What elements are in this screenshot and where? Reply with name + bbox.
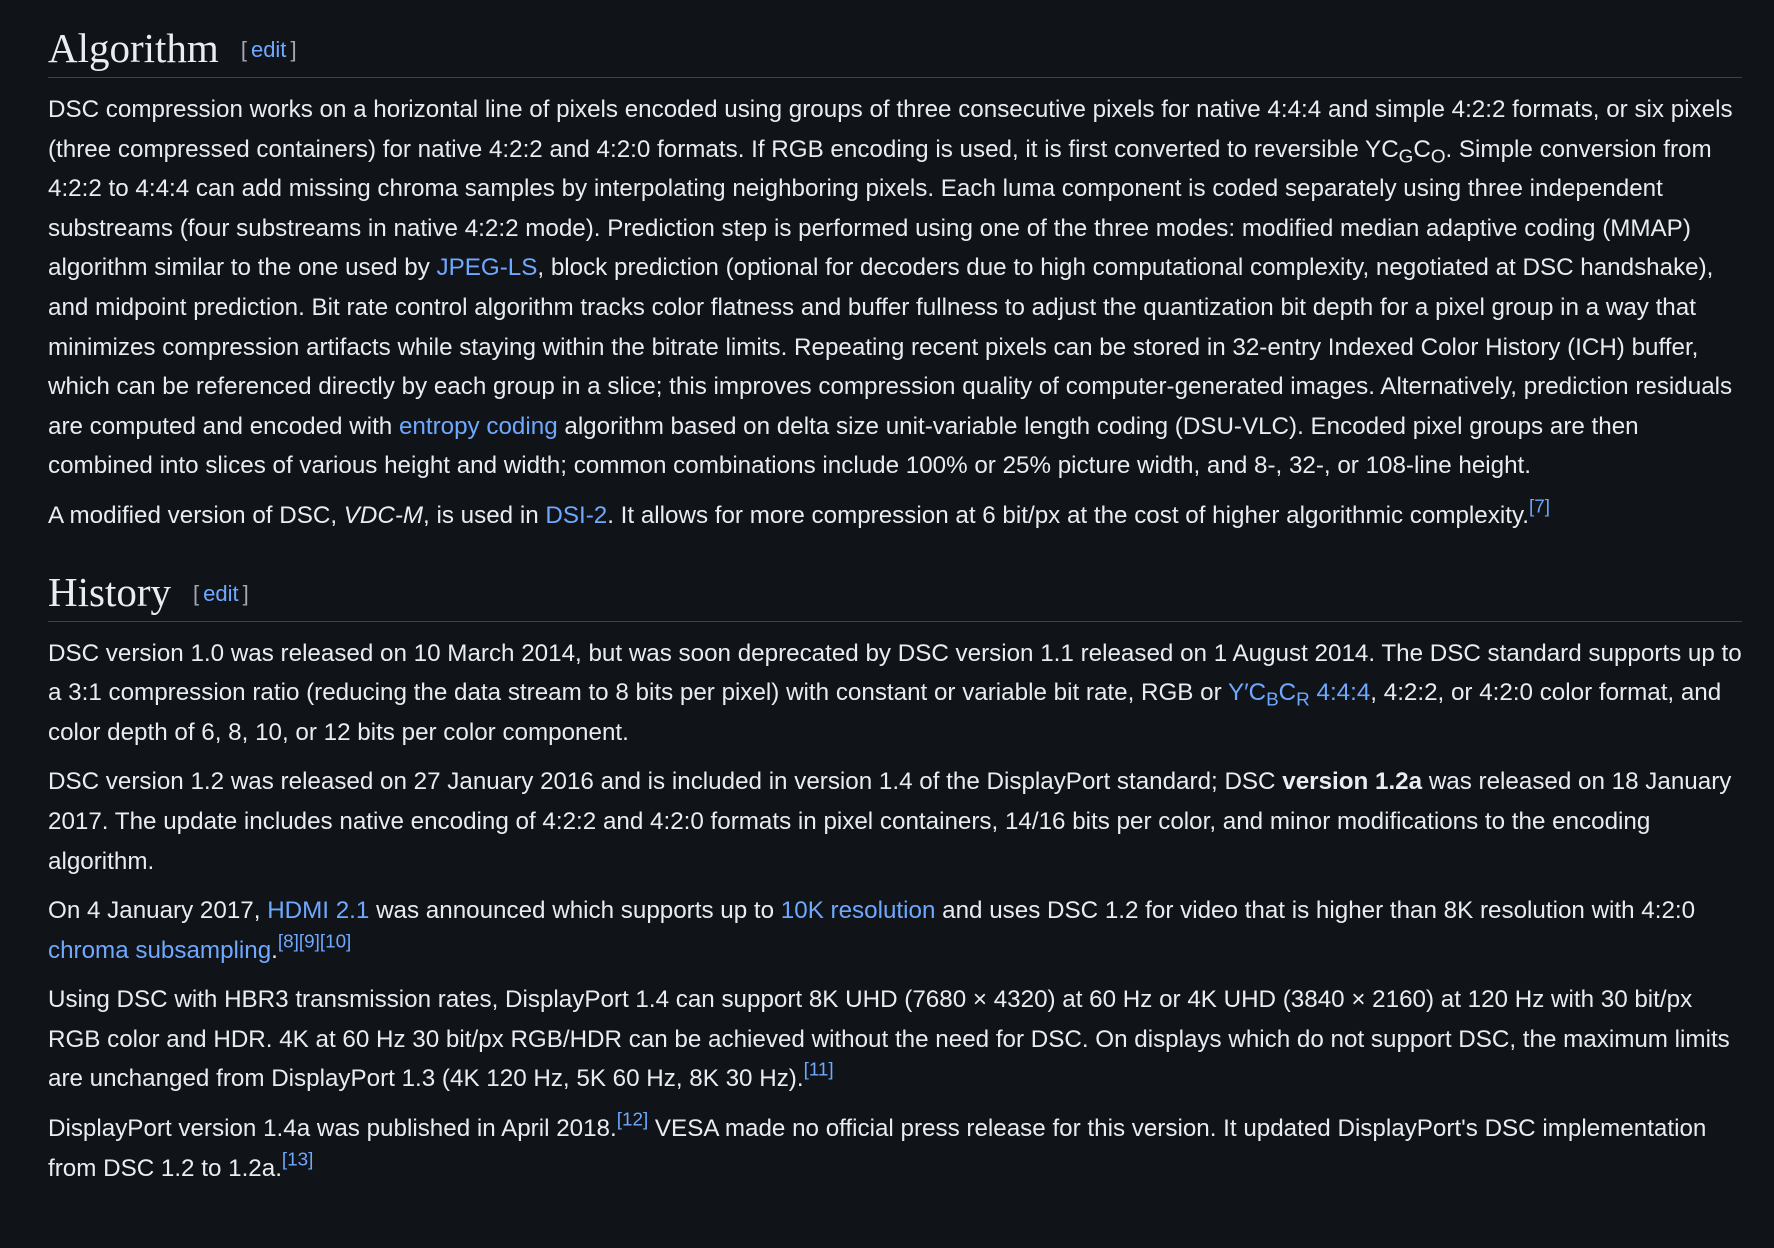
paragraph: Using DSC with HBR3 transmission rates, DisplayPort 1.4 can support 8K UHD (7680 × 4320) at 60 Hz or 4K UHD (3840 × 2160) at 120 Hz with 30 bit/px RGB color and HDR. 4K at 60 Hz 30 bit/px RGB/HDR can be achieved without the need for DSC. On displays which do not support DSC, the maximum limits are unchanged from DisplayPort 1.3 (4K 120 Hz, 5K 60 Hz, 8K 30 Hz).[11] [48,986,1730,1093]
reference-link[interactable]: [11] [803,1059,834,1081]
reference-link[interactable]: [10] [319,930,352,952]
reference-link[interactable]: [8] [277,930,299,952]
link-entropy-coding[interactable]: entropy coding [398,412,558,440]
reference-link[interactable]: [13] [281,1148,314,1170]
paragraph: DSC version 1.2 was released on 27 January 2016 and is included in version 1.4 of the DisplayPort standard; DSC version 1.2a was released on 18 January 2017. The update includes native encoding of 4:2:2 and 4:2:0 formats in pixel containers, 14/16 bits per color, and minor modifications to the encoding algorithm. [48,768,1732,875]
heading-text: Algorithm [48,25,219,71]
link-hdmi-2-1[interactable]: HDMI 2.1 [267,897,370,925]
link-jpeg-ls[interactable]: JPEG-LS [436,254,538,282]
paragraph: On 4 January 2017, HDMI 2.1 was announced which supports up to 10K resolution and uses DSC 1.2 for video that is higher than 8K resolution with 4:2:0 chroma subsampling.[8][9][10] [48,897,1696,964]
section-heading-algorithm [48,25,1742,78]
article-content [48,0,1742,1188]
edit-section: [ edit ] [193,580,249,606]
heading-text: History [48,568,171,615]
paragraph: DSC version 1.0 was released on 10 March 2014, but was soon deprecated by DSC version 1.1 released on 1 August 2014. The DSC standard supports up to a 3:1 compression ratio (reducing the data stream to 8 bits per pixel) with constant or variable bit rate, RGB or $Y'C_BC_R$ 4:4:4, 4:2:2, or 4:2:0 color format, and color depth of 6, 8, 10, or 12 bits per color component. [48,639,1742,746]
reference-link[interactable]: [7] [1528,495,1550,517]
link-10k-resolution[interactable]: 10K resolution [780,897,936,925]
edit-section: [ edit ] [240,37,297,62]
section-heading-history [48,568,1742,622]
edit-link-algorithm[interactable]: edit [250,37,287,62]
reference-link[interactable]: [12] [616,1108,649,1130]
paragraph: A modified version of DSC, VDC-M, is used in DSI-2. It allows for more compression at 6 bit/px at the cost of higher algorithmic complexity.[7] [48,495,1550,529]
reference-link[interactable]: [9] [298,930,320,952]
edit-link-history[interactable]: edit [203,580,239,606]
link-ycbcr[interactable]: $Y'C_BC_R$ 4:4:4 [1227,679,1371,710]
paragraph: DisplayPort version 1.4a was published in April 2018.[12] VESA made no official press release for this version. It updated DisplayPort's DSC implementation from DSC 1.2 to 1.2a.[13] [48,1108,1707,1182]
link-chroma-subsampling[interactable]: chroma subsampling [48,936,272,964]
link-dsi-2[interactable]: DSI-2 [545,501,608,529]
paragraph: DSC compression works on a horizontal line of pixels encoded using groups of three consecutive pixels for native 4:4:4 and simple 4:2:2 formats, or six pixels (three compressed containers) for native 4:2:2 and 4:2:0 formats. If RGB encoding is used, it is first converted to reversible $YC_GC_O$. Simple conversion from 4:2:2 to 4:4:4 can add missing chroma samples by interpolating neighboring pixels. Each luma component is coded separately using three independent substreams (four substreams in native 4:2:2 mode). Prediction step is performed using one of the three modes: modified median adaptive coding (MMAP) algorithm similar to the one used by JPEG-LS, block prediction (optional for decoders due to high computational complexity, negotiated at DSC handshake), and midpoint prediction. Bit rate control algorithm tracks color flatness and buffer fullness to adjust the quantization bit depth for a pixel group in a way that minimizes compression artifacts while staying within the bitrate limits. Repeating recent pixels can be stored in 32-entry Indexed Color History (ICH) buffer, which can be referenced directly by each group in a slice; this improves compression quality of computer-generated images. Alternatively, prediction residuals are computed and encoded with entropy coding algorithm based on delta size unit-variable length coding (DSU-VLC). Encoded pixel groups are then combined into slices of various height and width; common combinations include 100% or 25% picture width, and 8-, 32-, or 108-line height. [48,96,1733,480]
